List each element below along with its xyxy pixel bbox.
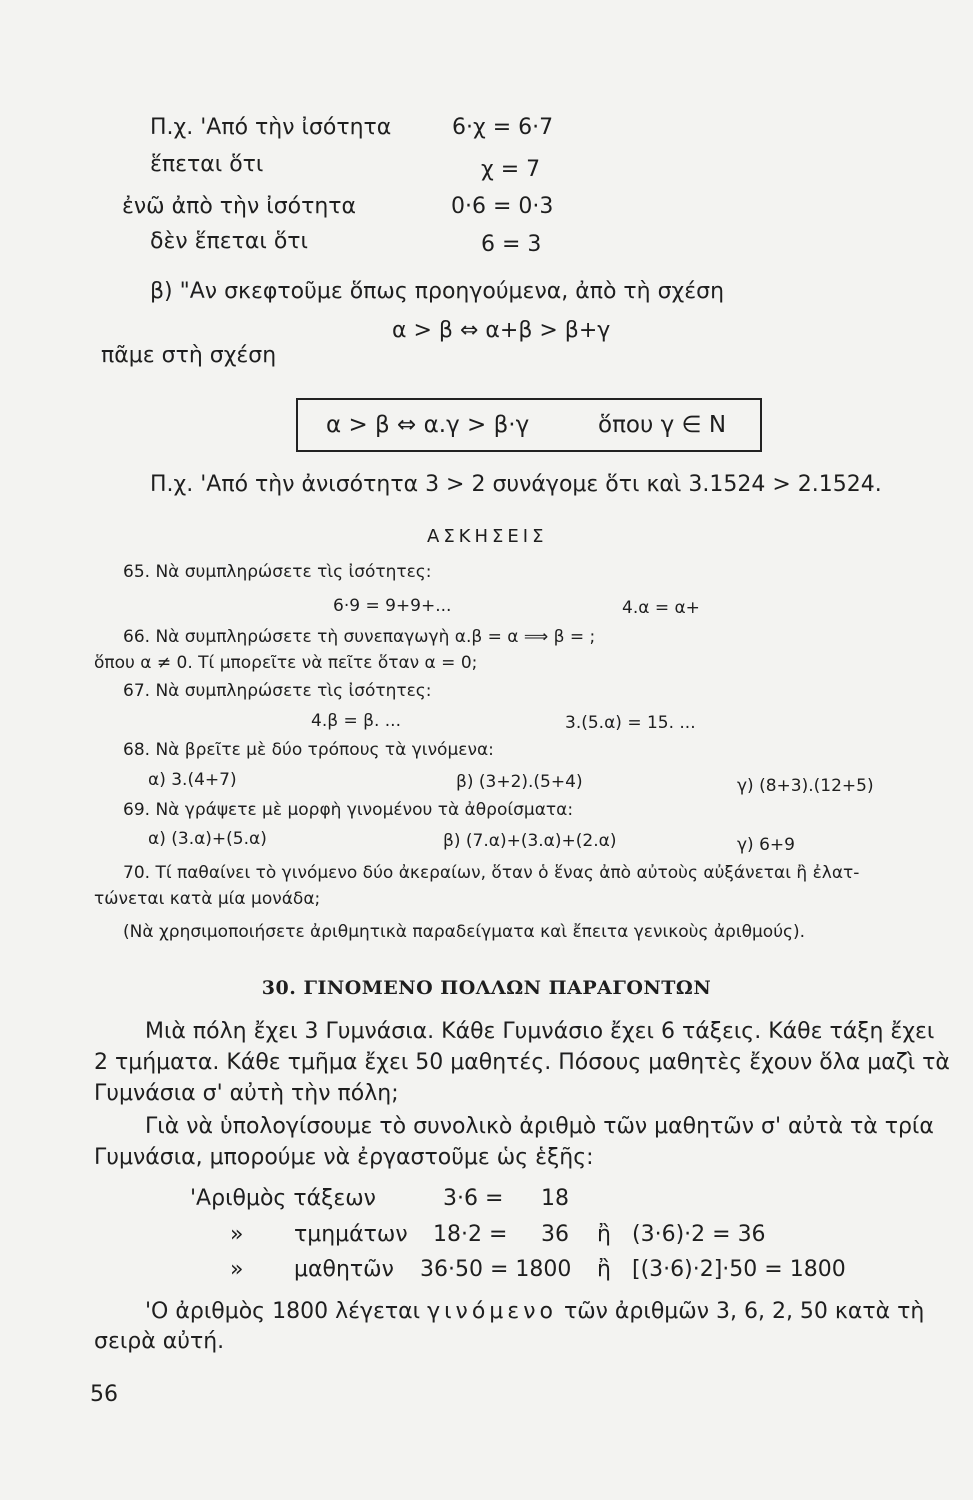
exercise-68: 68. Νὰ βρεῖτε μὲ δύο τρόπους τὰ γινόμενα: [123,740,494,760]
paragraph-1-line3: Γυμνάσια σ' αὐτὴ τὴν πόλη; [94,1081,399,1106]
row2-label: τμημάτων [294,1222,408,1247]
exercise-69-a: α) (3.α)+(5.α) [148,829,267,849]
paragraph-2-line1: Γιὰ νὰ ὑπολογίσουμε τὸ συνολικὸ ἀριθμὸ τῶν μαθητῶν σ' αὐτὰ τὰ τρία [145,1114,934,1139]
example1-label-1: Π.χ. 'Από τὴν ἰσότητα [150,115,392,140]
exercise-70-line1: 70. Τί παθαίνει τὸ γινόμενο δύο ἀκεραίων, ὅταν ὁ ἕνας ἀπὸ αὐτοὺς αὐξάνεται ἢ ἐλατ- [123,863,860,883]
paragraph-3-start: 'Ο ἀριθμὸς 1800 λέγεται [145,1299,421,1324]
exercises-title: ΑΣΚΗΣΕΙΣ [427,526,548,547]
exercise-68-a: α) 3.(4+7) [148,770,237,790]
row3-alternative: [(3·6)·2]·50 = 1800 [632,1257,846,1282]
paragraph-3-term: γινόμενο [427,1299,557,1324]
part-b-intro: β) "Αν σκεφτοῦμε ὅπως προηγούμενα, ἀπὸ τὴ σχέση [150,279,725,304]
section-heading: 30. ΓΙΝΟΜΕΝΟ ΠΟΛΛΩΝ ΠΑΡΑΓΟΝΤΩΝ [261,977,712,999]
exercise-69-c: γ) 6+9 [737,835,795,855]
exercise-67: 67. Νὰ συμπληρώσετε τὶς ἰσότητες: [123,681,432,701]
exercise-69-b: β) (7.α)+(3.α)+(2.α) [443,831,617,851]
example1-expr-4: 6 = 3 [481,232,542,257]
exercise-70-line2: τώνεται κατὰ μία μονάδα; [94,889,321,909]
example1-expr-2: χ = 7 [481,157,541,182]
row2-value: 36 [541,1222,569,1247]
row2-alternative: (3·6)·2 = 36 [632,1222,766,1247]
page-number: 56 [90,1382,118,1407]
paragraph-3-line2: σειρὰ αὐτή. [94,1329,225,1354]
exercise-67-b: 3.(5.α) = 15. ... [565,713,696,733]
example1-expr-1: 6·χ = 6·7 [452,115,554,140]
row2-expr: 18·2 = [433,1222,508,1247]
row3-mark: » [230,1257,244,1282]
example1-label-4: δὲν ἕπεται ὅτι [150,229,308,254]
boxed-rule [296,398,762,452]
row1-expr: 3·6 = [443,1186,504,1211]
row2-or: ἢ [597,1222,611,1247]
example1-label-3: ἐνῶ ἀπὸ τὴν ἰσότητα [122,194,357,219]
boxed-condition: ὅπου γ ∈ N [598,412,727,438]
paragraph-3-end: τῶν ἀριθμῶν 3, 6, 2, 50 κατὰ τὴ [563,1299,925,1324]
paragraph-1-line1: Μιὰ πόλη ἔχει 3 Γυμνάσια. Κάθε Γυμνάσιο ἔχει 6 τάξεις. Κάθε τάξη ἔχει [145,1019,935,1044]
row1-value: 18 [541,1186,569,1211]
exercise-65-a: 6·9 = 9+9+... [333,596,452,616]
row3-or: ἢ [597,1257,611,1282]
paragraph-2-line2: Γυμνάσια, μπορούμε νὰ ἐργαστοῦμε ὡς ἑξῆς: [94,1145,594,1170]
paragraph-3-line1 [145,1299,924,1324]
exercise-67-a: 4.β = β. ... [311,711,401,731]
exercise-65-b: 4.α = α+ [622,598,700,618]
exercise-66-line1: 66. Νὰ συμπληρώσετε τὴ συνεπαγωγὴ α.β = α ⟹ β = ; [123,627,596,647]
row1-label: 'Αριθμὸς τάξεων [190,1186,376,1211]
exercise-65: 65. Νὰ συμπληρώσετε τὶς ἰσότητες: [123,562,432,582]
part-b-goto: πᾶμε στὴ σχέση [101,343,277,368]
row2-mark: » [230,1222,244,1247]
exercise-66-line2: ὅπου α ≠ 0. Τί μπορεῖτε νὰ πεῖτε ὅταν α = 0; [94,653,478,673]
exercise-68-b: β) (3+2).(5+4) [456,772,583,792]
part-b-relation: α > β ⇔ α+β > β+γ [392,318,611,343]
boxed-formula: α > β ⇔ α.γ > β·γ [326,412,530,438]
paragraph-1-line2: 2 τμήματα. Κάθε τμῆμα ἔχει 50 μαθητές. Πόσους μαθητὲς ἔχουν ὅλα μαζὶ τὰ [94,1050,950,1075]
example1-label-2: ἕπεται ὅτι [150,152,264,177]
exercise-69: 69. Νὰ γράψετε μὲ μορφὴ γινομένου τὰ ἀθροίσματα: [123,800,574,820]
example1-expr-3: 0·6 = 0·3 [451,194,554,219]
exercise-70-hint: (Νὰ χρησιμοποιήσετε ἀριθμητικὰ παραδείγματα καὶ ἔπειτα γενικοὺς ἀριθμούς). [123,922,806,942]
exercise-68-c: γ) (8+3).(12+5) [737,776,874,796]
row3-label: μαθητῶν [294,1257,394,1282]
row3-expr: 36·50 = 1800 [420,1257,572,1282]
example2-text: Π.χ. 'Από τὴν ἀνισότητα 3 > 2 συνάγομε ὅτι καὶ 3.1524 > 2.1524. [150,472,882,497]
